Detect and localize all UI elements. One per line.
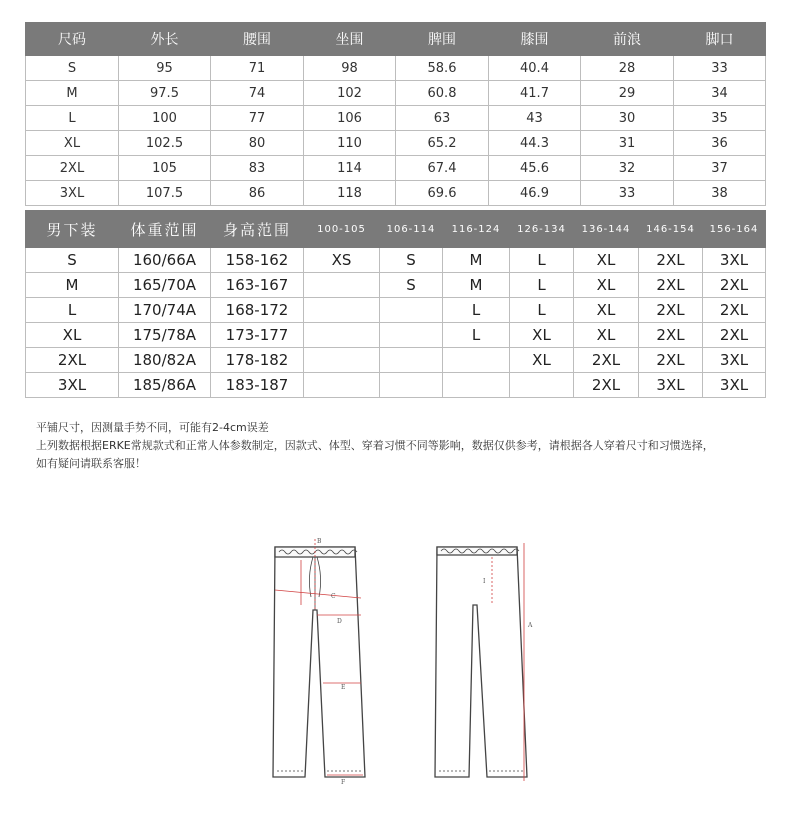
table-cell: L bbox=[510, 248, 574, 273]
table-cell: 2XL bbox=[639, 298, 703, 323]
pants-front-view bbox=[273, 547, 365, 777]
front-labels bbox=[317, 538, 345, 785]
column-header: 前浪 bbox=[581, 23, 674, 56]
table-cell: 165/70A bbox=[119, 273, 211, 298]
table-cell: 67.4 bbox=[396, 156, 489, 181]
table-cell: 2XL bbox=[639, 323, 703, 348]
table-cell: 180/82A bbox=[119, 348, 211, 373]
table-cell: 2XL bbox=[703, 323, 766, 348]
table-cell: 183-187 bbox=[211, 373, 304, 398]
table-cell: 98 bbox=[304, 56, 396, 81]
table-row bbox=[26, 348, 766, 373]
table-cell: 102 bbox=[304, 81, 396, 106]
column-header: 外长 bbox=[119, 23, 211, 56]
table-row bbox=[26, 181, 766, 206]
fit-table-body bbox=[26, 248, 766, 398]
table-cell: 60.8 bbox=[396, 81, 489, 106]
table-cell: 2XL bbox=[574, 348, 639, 373]
table-cell: 2XL bbox=[639, 348, 703, 373]
table-row bbox=[26, 248, 766, 273]
table-cell: XL bbox=[574, 248, 639, 273]
table-cell: 3XL bbox=[703, 373, 766, 398]
label-a: A bbox=[528, 622, 533, 629]
fit-guide-table bbox=[25, 210, 766, 398]
table-cell: 3XL bbox=[26, 181, 119, 206]
table-cell: 2XL bbox=[26, 348, 119, 373]
table-cell: 185/86A bbox=[119, 373, 211, 398]
size-measurement-table bbox=[25, 22, 766, 206]
table-cell: 118 bbox=[304, 181, 396, 206]
size-table-header bbox=[26, 23, 766, 56]
table-row bbox=[26, 156, 766, 181]
table-cell: 69.6 bbox=[396, 181, 489, 206]
table-cell: 160/66A bbox=[119, 248, 211, 273]
table-cell: 63 bbox=[396, 106, 489, 131]
table-cell: 110 bbox=[304, 131, 396, 156]
table-cell: L bbox=[510, 298, 574, 323]
table-cell: 58.6 bbox=[396, 56, 489, 81]
table-cell: 178-182 bbox=[211, 348, 304, 373]
table-cell: XL bbox=[26, 131, 119, 156]
table-cell: 100 bbox=[119, 106, 211, 131]
table-cell: 107.5 bbox=[119, 181, 211, 206]
table-cell: M bbox=[26, 273, 119, 298]
table-cell: 83 bbox=[211, 156, 304, 181]
label-c: C bbox=[331, 593, 336, 600]
table-cell bbox=[510, 373, 574, 398]
table-cell: 158-162 bbox=[211, 248, 304, 273]
table-row bbox=[26, 273, 766, 298]
column-header: 100-105 bbox=[304, 211, 380, 248]
table-cell: 32 bbox=[581, 156, 674, 181]
table-cell bbox=[304, 348, 380, 373]
table-row bbox=[26, 56, 766, 81]
size-table-body bbox=[26, 56, 766, 206]
table-cell: L bbox=[443, 298, 510, 323]
table-cell: S bbox=[380, 248, 443, 273]
label-b: B bbox=[317, 538, 322, 545]
table-row bbox=[26, 131, 766, 156]
column-header: 尺码 bbox=[26, 23, 119, 56]
column-header: 膝围 bbox=[489, 23, 581, 56]
table-cell: 168-172 bbox=[211, 298, 304, 323]
table-cell: 65.2 bbox=[396, 131, 489, 156]
column-header: 126-134 bbox=[510, 211, 574, 248]
table-cell: M bbox=[26, 81, 119, 106]
column-header: 136-144 bbox=[574, 211, 639, 248]
table-cell: L bbox=[26, 298, 119, 323]
table-cell: M bbox=[443, 273, 510, 298]
table-cell: 33 bbox=[674, 56, 766, 81]
table-cell: S bbox=[380, 273, 443, 298]
table-cell: 45.6 bbox=[489, 156, 581, 181]
column-header: 男下装 bbox=[26, 211, 119, 248]
column-header: 腰围 bbox=[211, 23, 304, 56]
table-cell: 3XL bbox=[703, 248, 766, 273]
table-cell: 3XL bbox=[26, 373, 119, 398]
table-cell bbox=[304, 273, 380, 298]
table-cell bbox=[380, 348, 443, 373]
back-labels bbox=[483, 578, 533, 629]
table-cell: 97.5 bbox=[119, 81, 211, 106]
table-cell: S bbox=[26, 248, 119, 273]
table-cell: 95 bbox=[119, 56, 211, 81]
table-cell: 35 bbox=[674, 106, 766, 131]
table-cell: 86 bbox=[211, 181, 304, 206]
table-cell: 3XL bbox=[639, 373, 703, 398]
table-cell: 34 bbox=[674, 81, 766, 106]
table-cell bbox=[380, 298, 443, 323]
table-cell: 163-167 bbox=[211, 273, 304, 298]
column-header: 脚口 bbox=[674, 23, 766, 56]
label-d: D bbox=[337, 618, 342, 625]
table-cell: 105 bbox=[119, 156, 211, 181]
column-header: 116-124 bbox=[443, 211, 510, 248]
table-cell: 29 bbox=[581, 81, 674, 106]
table-cell bbox=[304, 373, 380, 398]
table-row bbox=[26, 373, 766, 398]
table-row bbox=[26, 106, 766, 131]
table-cell: 30 bbox=[581, 106, 674, 131]
column-header: 体重范围 bbox=[119, 211, 211, 248]
table-cell: 106 bbox=[304, 106, 396, 131]
table-row bbox=[26, 323, 766, 348]
table-cell: M bbox=[443, 248, 510, 273]
table-cell: 41.7 bbox=[489, 81, 581, 106]
column-header: 坐围 bbox=[304, 23, 396, 56]
table-cell: 38 bbox=[674, 181, 766, 206]
pants-illustration bbox=[265, 535, 535, 785]
table-cell: 2XL bbox=[574, 373, 639, 398]
table-cell: XL bbox=[574, 273, 639, 298]
table-cell: 102.5 bbox=[119, 131, 211, 156]
table-cell: 74 bbox=[211, 81, 304, 106]
table-row bbox=[26, 298, 766, 323]
table-cell: 2XL bbox=[703, 273, 766, 298]
table-cell: 173-177 bbox=[211, 323, 304, 348]
label-i: I bbox=[483, 578, 486, 585]
column-header: 106-114 bbox=[380, 211, 443, 248]
table-cell bbox=[304, 323, 380, 348]
note-line-1: 平铺尺寸，因测量手势不同，可能有2-4cm误差 bbox=[36, 421, 269, 434]
table-cell: 2XL bbox=[26, 156, 119, 181]
pants-measurement-diagram bbox=[265, 535, 535, 785]
note-line-2: 上列数据根据ERKE常规款式和正常人体参数制定，因款式、体型、穿着习惯不同等影响，数据仅供参考，请根据各人穿着尺寸和习惯选择， bbox=[36, 439, 714, 452]
label-f: F bbox=[341, 779, 346, 785]
table-cell: 71 bbox=[211, 56, 304, 81]
size-notes bbox=[36, 419, 776, 473]
column-header: 身高范围 bbox=[211, 211, 304, 248]
table-cell: 40.4 bbox=[489, 56, 581, 81]
pants-back-view bbox=[435, 547, 527, 777]
table-cell: 44.3 bbox=[489, 131, 581, 156]
table-cell: XL bbox=[574, 298, 639, 323]
table-cell: L bbox=[26, 106, 119, 131]
table-cell: 36 bbox=[674, 131, 766, 156]
table-cell bbox=[380, 373, 443, 398]
table-cell: L bbox=[443, 323, 510, 348]
table-cell: 77 bbox=[211, 106, 304, 131]
column-header: 脾围 bbox=[396, 23, 489, 56]
table-row bbox=[26, 81, 766, 106]
table-cell: 2XL bbox=[639, 248, 703, 273]
table-cell bbox=[443, 373, 510, 398]
table-cell: 114 bbox=[304, 156, 396, 181]
table-cell: XL bbox=[574, 323, 639, 348]
table-cell: 2XL bbox=[639, 273, 703, 298]
table-cell: XL bbox=[510, 323, 574, 348]
column-header: 156-164 bbox=[703, 211, 766, 248]
table-cell bbox=[443, 348, 510, 373]
table-cell: L bbox=[510, 273, 574, 298]
table-cell: 33 bbox=[581, 181, 674, 206]
table-cell: XS bbox=[304, 248, 380, 273]
fit-table-header bbox=[26, 211, 766, 248]
table-cell: 28 bbox=[581, 56, 674, 81]
table-cell: 175/78A bbox=[119, 323, 211, 348]
table-cell: 43 bbox=[489, 106, 581, 131]
back-measure-lines bbox=[492, 543, 524, 781]
table-cell: 170/74A bbox=[119, 298, 211, 323]
table-cell: 46.9 bbox=[489, 181, 581, 206]
table-cell: 37 bbox=[674, 156, 766, 181]
table-cell bbox=[380, 323, 443, 348]
column-header: 146-154 bbox=[639, 211, 703, 248]
table-cell: 31 bbox=[581, 131, 674, 156]
table-cell: XL bbox=[510, 348, 574, 373]
label-e: E bbox=[341, 684, 346, 691]
table-cell: XL bbox=[26, 323, 119, 348]
table-cell: S bbox=[26, 56, 119, 81]
table-cell: 2XL bbox=[703, 298, 766, 323]
table-cell: 3XL bbox=[703, 348, 766, 373]
note-line-3: 如有疑问请联系客服！ bbox=[36, 457, 146, 470]
table-cell: 80 bbox=[211, 131, 304, 156]
table-cell bbox=[304, 298, 380, 323]
